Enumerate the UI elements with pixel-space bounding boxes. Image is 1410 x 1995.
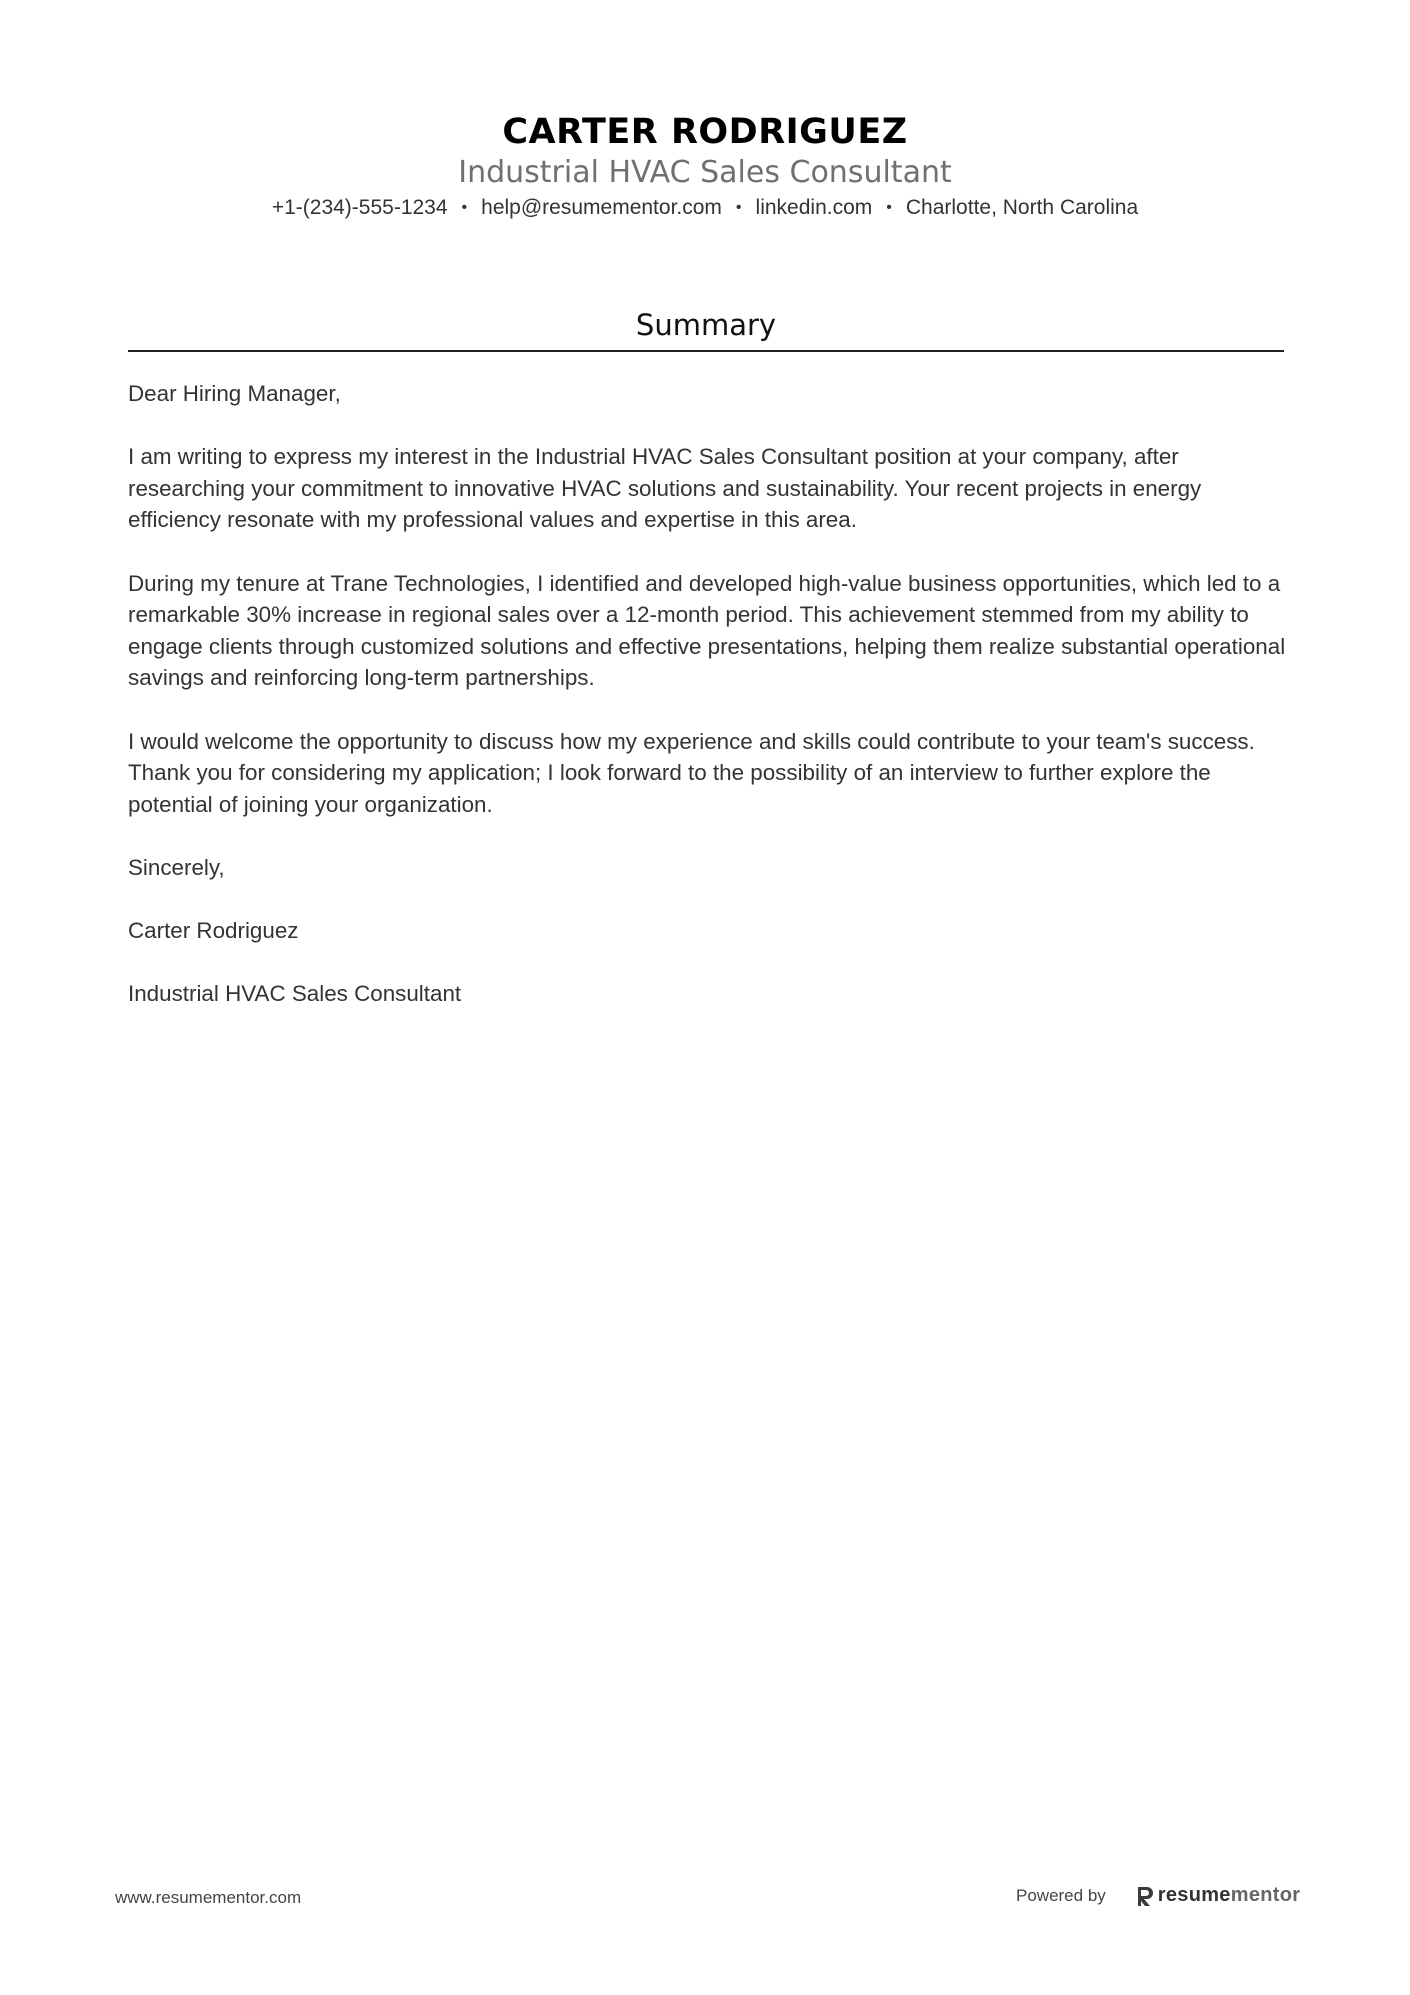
footer-website[interactable]: www.resumementor.com: [115, 1888, 302, 1907]
contact-location: Charlotte, North Carolina: [905, 196, 1139, 219]
applicant-title: Industrial HVAC Sales Consultant: [458, 155, 952, 190]
brand-name-light: mentor: [1230, 1884, 1301, 1906]
applicant-name: CARTER RODRIGUEZ: [502, 112, 908, 152]
section-divider: [128, 350, 1284, 352]
signature-title: Industrial HVAC Sales Consultant: [128, 981, 462, 1007]
contact-linkedin[interactable]: linkedin.com: [755, 196, 873, 219]
contact-separator: •: [735, 199, 742, 216]
contact-email[interactable]: help@resumementor.com: [481, 196, 722, 219]
contact-phone: +1-(234)-555-1234: [271, 196, 448, 219]
powered-by-label: Powered by: [1016, 1885, 1106, 1905]
brand-name-strong: resume: [1157, 1884, 1231, 1906]
resumementor-logo-icon: [1136, 1885, 1154, 1907]
letter-closing: Sincerely,: [128, 854, 225, 880]
header: [0, 110, 1410, 222]
letter-paragraph: During my tenure at Trane Technologies, I identified and developed high-value business opportunities, which led to a remarkable 30% increase in regional sales over a 12-month period. This achievement stemmed from my ability to engage clients through customized solutions and effective presentations, helping them realize substantial operational savings and reinforcing long-term partnerships.: [128, 570, 1286, 691]
section-title-summary: Summary: [635, 308, 777, 342]
letter-paragraph: I am writing to express my interest in the Industrial HVAC Sales Consultant position at your company, after researching your commitment to innovative HVAC solutions and sustainability. Your recent projects in energy efficiency resonate with my professional values and expertise in this area.: [128, 444, 1202, 533]
letter-greeting: Dear Hiring Manager,: [128, 381, 341, 406]
signature-name: Carter Rodriguez: [128, 918, 299, 944]
letter-paragraph: I would welcome the opportunity to discuss how my experience and skills could contribute to your team's success. Thank you for considering my application; I look forward to the possibility of an interview to further explore the potential of joining your organization.: [128, 728, 1255, 817]
brand-logo[interactable]: [1136, 1884, 1301, 1907]
footer-powered-by: [1016, 1884, 1300, 1907]
contact-separator: •: [886, 199, 892, 216]
contact-separator: •: [461, 199, 468, 216]
contact-line: [0, 194, 1410, 222]
letter-body: [128, 378, 1288, 1041]
